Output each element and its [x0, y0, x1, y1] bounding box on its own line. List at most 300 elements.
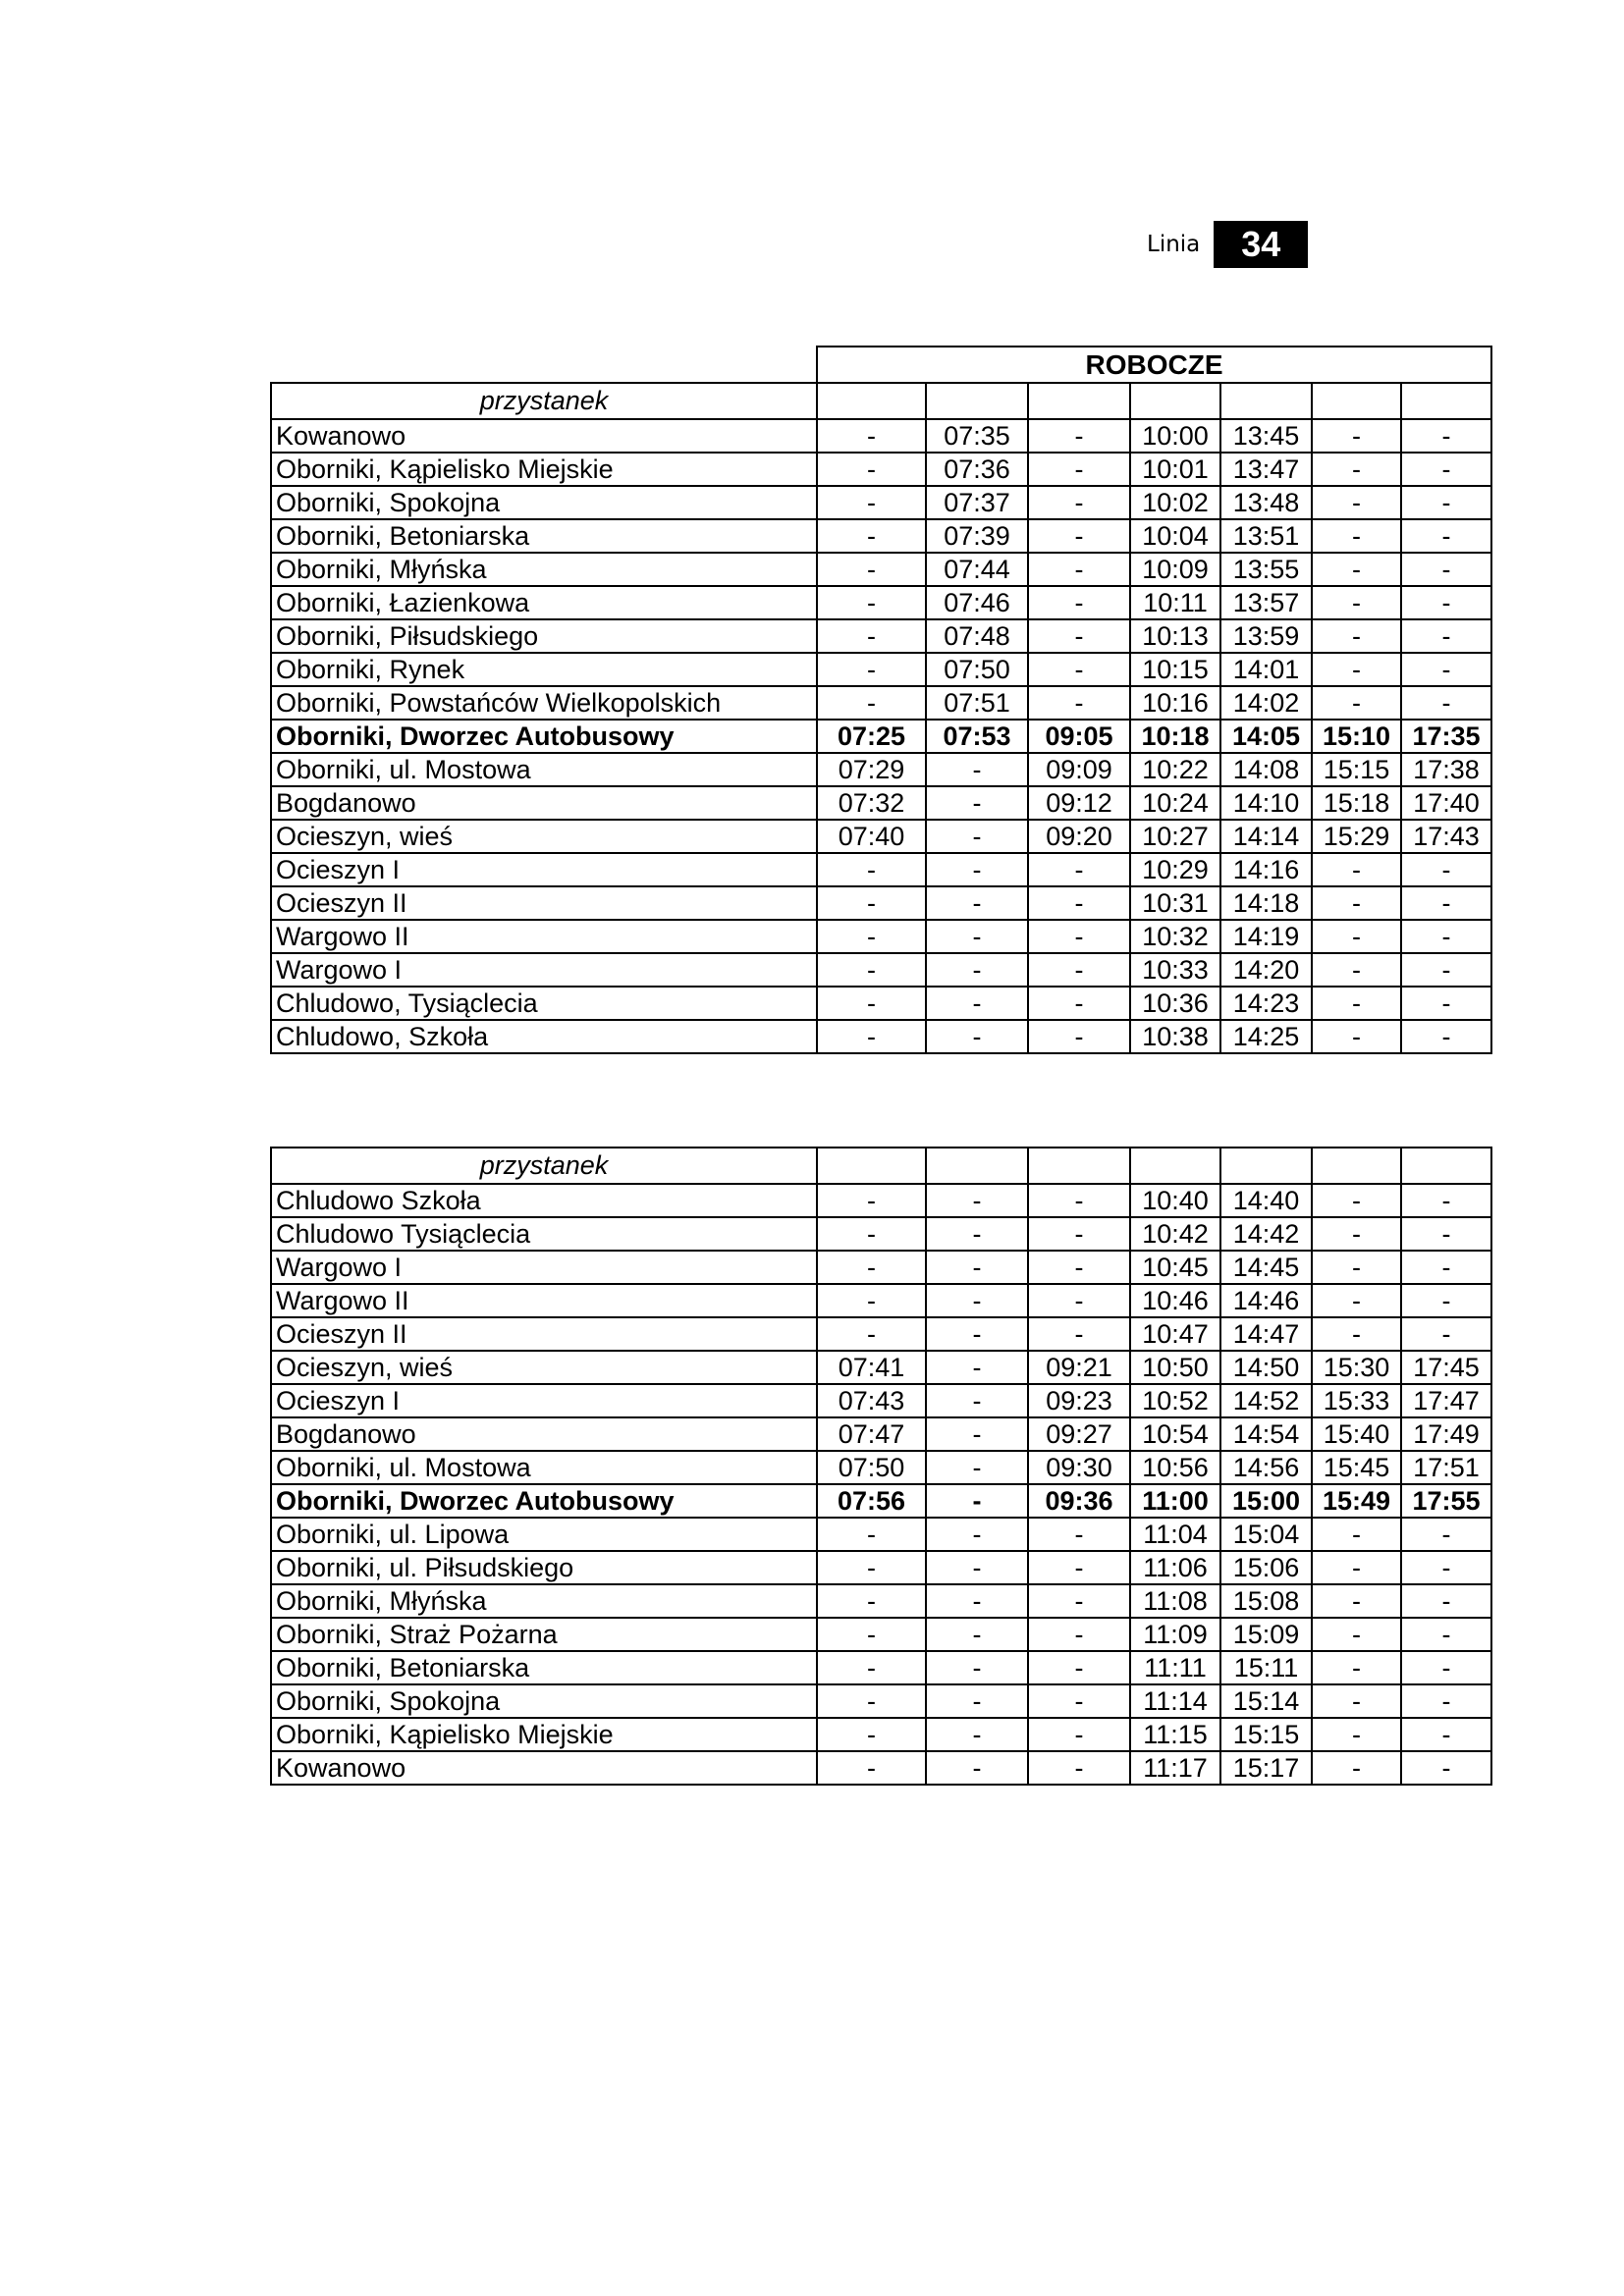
- departure-time: 07:48: [926, 619, 1028, 653]
- departure-time: -: [1028, 553, 1130, 586]
- table-row: [271, 653, 1491, 686]
- departure-time: -: [817, 1618, 926, 1651]
- departure-time: -: [1401, 1651, 1491, 1684]
- table-row: [271, 1251, 1491, 1284]
- departure-time: -: [1401, 987, 1491, 1020]
- table-row: [271, 1384, 1491, 1417]
- stop-name: Chludowo, Tysiąclecia: [271, 987, 817, 1020]
- departure-time: 07:56: [817, 1484, 926, 1518]
- stop-name: Oborniki, Betoniarska: [271, 1651, 817, 1684]
- stop-name: Ocieszyn, wieś: [271, 1351, 817, 1384]
- departure-time: 07:50: [817, 1451, 926, 1484]
- departure-time: -: [1401, 486, 1491, 519]
- departure-time: 15:18: [1312, 786, 1401, 820]
- departure-time: -: [1312, 1751, 1401, 1785]
- departure-time: -: [1401, 1684, 1491, 1718]
- departure-time: -: [1401, 953, 1491, 987]
- departure-time: -: [1028, 1518, 1130, 1551]
- table-row: [271, 786, 1491, 820]
- course-column-header: [1401, 1148, 1491, 1184]
- stop-name: Oborniki, Kąpielisko Miejskie: [271, 453, 817, 486]
- departure-time: 07:40: [817, 820, 926, 853]
- departure-time: 14:08: [1220, 753, 1312, 786]
- stop-name: Wargowo I: [271, 953, 817, 987]
- departure-time: -: [1401, 619, 1491, 653]
- departure-time: -: [1028, 1317, 1130, 1351]
- departure-time: -: [1401, 419, 1491, 453]
- departure-time: -: [1312, 553, 1401, 586]
- departure-time: -: [1028, 987, 1130, 1020]
- departure-time: -: [926, 1518, 1028, 1551]
- departure-time: 07:47: [817, 1417, 926, 1451]
- stop-name: Oborniki, Piłsudskiego: [271, 619, 817, 653]
- departure-time: -: [1028, 853, 1130, 886]
- departure-time: 10:31: [1130, 886, 1220, 920]
- departure-time: -: [1028, 1684, 1130, 1718]
- departure-time: 10:15: [1130, 653, 1220, 686]
- course-column-header: [817, 383, 926, 419]
- departure-time: -: [817, 1584, 926, 1618]
- stop-name: Oborniki, Spokojna: [271, 486, 817, 519]
- departure-time: -: [1312, 1651, 1401, 1684]
- departure-time: -: [817, 1518, 926, 1551]
- table-row: [271, 753, 1491, 786]
- departure-time: 07:51: [926, 686, 1028, 720]
- departure-time: 10:46: [1130, 1284, 1220, 1317]
- departure-time: 14:52: [1220, 1384, 1312, 1417]
- departure-time: 10:04: [1130, 519, 1220, 553]
- departure-time: 10:38: [1130, 1020, 1220, 1053]
- table-row: [271, 1451, 1491, 1484]
- course-column-header: [1312, 1148, 1401, 1184]
- departure-time: -: [1028, 1551, 1130, 1584]
- departure-time: -: [817, 1551, 926, 1584]
- departure-time: -: [817, 920, 926, 953]
- stop-name: Oborniki, Dworzec Autobusowy: [271, 720, 817, 753]
- table-row: [271, 920, 1491, 953]
- departure-time: -: [1312, 1184, 1401, 1217]
- departure-time: 17:43: [1401, 820, 1491, 853]
- table-row: [271, 853, 1491, 886]
- departure-time: 10:47: [1130, 1317, 1220, 1351]
- departure-time: -: [1312, 987, 1401, 1020]
- course-column-header: [1220, 383, 1312, 419]
- departure-time: 09:09: [1028, 753, 1130, 786]
- stop-name: Oborniki, ul. Mostowa: [271, 1451, 817, 1484]
- departure-time: -: [926, 987, 1028, 1020]
- departure-time: 10:16: [1130, 686, 1220, 720]
- departure-time: 15:04: [1220, 1518, 1312, 1551]
- table-row: [271, 619, 1491, 653]
- departure-time: -: [1312, 1618, 1401, 1651]
- departure-time: -: [1312, 1718, 1401, 1751]
- departure-time: -: [817, 886, 926, 920]
- departure-time: 09:05: [1028, 720, 1130, 753]
- departure-time: -: [926, 753, 1028, 786]
- table-row: [271, 820, 1491, 853]
- departure-time: -: [926, 1217, 1028, 1251]
- departure-time: -: [926, 853, 1028, 886]
- departure-time: -: [817, 1251, 926, 1284]
- stop-name: Wargowo II: [271, 1284, 817, 1317]
- departure-time: 15:09: [1220, 1618, 1312, 1651]
- timetable-return: [270, 1147, 1492, 1786]
- stop-name: Chludowo, Szkoła: [271, 1020, 817, 1053]
- departure-time: 17:47: [1401, 1384, 1491, 1417]
- departure-time: -: [1028, 1020, 1130, 1053]
- departure-time: -: [1312, 920, 1401, 953]
- departure-time: -: [1028, 1751, 1130, 1785]
- departure-time: 11:08: [1130, 1584, 1220, 1618]
- departure-time: -: [1028, 419, 1130, 453]
- departure-time: -: [1312, 619, 1401, 653]
- departure-time: 10:40: [1130, 1184, 1220, 1217]
- table-row: [271, 1551, 1491, 1584]
- departure-time: 14:10: [1220, 786, 1312, 820]
- column-header-row: [271, 383, 1491, 419]
- departure-time: -: [926, 1718, 1028, 1751]
- departure-time: -: [926, 1618, 1028, 1651]
- stop-name: Chludowo Tysiąclecia: [271, 1217, 817, 1251]
- stop-name: Oborniki, Powstańców Wielkopolskich: [271, 686, 817, 720]
- table-row: [271, 1518, 1491, 1551]
- stop-name: Ocieszyn, wieś: [271, 820, 817, 853]
- table-row: [271, 686, 1491, 720]
- departure-time: 15:29: [1312, 820, 1401, 853]
- table-row: [271, 419, 1491, 453]
- departure-time: -: [926, 1417, 1028, 1451]
- table-row: [271, 519, 1491, 553]
- departure-time: -: [1312, 1584, 1401, 1618]
- departure-time: 14:01: [1220, 653, 1312, 686]
- departure-time: -: [817, 853, 926, 886]
- timetable-return-rows: [271, 1184, 1491, 1785]
- departure-time: -: [1401, 553, 1491, 586]
- departure-time: 14:19: [1220, 920, 1312, 953]
- departure-time: -: [926, 1551, 1028, 1584]
- line-number-badge: 34: [1214, 221, 1308, 268]
- table-row: [271, 1651, 1491, 1684]
- departure-time: -: [1028, 920, 1130, 953]
- departure-time: -: [1312, 853, 1401, 886]
- departure-time: 07:50: [926, 653, 1028, 686]
- table-row: [271, 1751, 1491, 1785]
- stop-name: Oborniki, ul. Piłsudskiego: [271, 1551, 817, 1584]
- departure-time: 17:40: [1401, 786, 1491, 820]
- stop-column-header: przystanek: [271, 383, 817, 419]
- departure-time: 17:51: [1401, 1451, 1491, 1484]
- departure-time: 07:37: [926, 486, 1028, 519]
- departure-time: 10:01: [1130, 453, 1220, 486]
- departure-time: 14:40: [1220, 1184, 1312, 1217]
- departure-time: -: [1312, 686, 1401, 720]
- departure-time: -: [926, 953, 1028, 987]
- departure-time: -: [1028, 453, 1130, 486]
- departure-time: -: [1028, 886, 1130, 920]
- stop-name: Chludowo Szkoła: [271, 1184, 817, 1217]
- departure-time: -: [1401, 1718, 1491, 1751]
- departure-time: 15:40: [1312, 1417, 1401, 1451]
- departure-time: 10:50: [1130, 1351, 1220, 1384]
- departure-time: 10:32: [1130, 920, 1220, 953]
- table-row: [271, 953, 1491, 987]
- table-row: [271, 453, 1491, 486]
- stop-name: Oborniki, Straż Pożarna: [271, 1618, 817, 1651]
- departure-time: -: [1401, 1251, 1491, 1284]
- departure-time: 13:59: [1220, 619, 1312, 653]
- departure-time: 17:38: [1401, 753, 1491, 786]
- departure-time: -: [817, 1020, 926, 1053]
- departure-time: -: [1401, 653, 1491, 686]
- departure-time: -: [817, 1651, 926, 1684]
- departure-time: 10:24: [1130, 786, 1220, 820]
- table-row: [271, 1417, 1491, 1451]
- departure-time: -: [817, 686, 926, 720]
- departure-time: 10:02: [1130, 486, 1220, 519]
- table-row: [271, 486, 1491, 519]
- departure-time: -: [926, 1684, 1028, 1718]
- course-column-header: [1028, 383, 1130, 419]
- departure-time: -: [1312, 886, 1401, 920]
- stop-name: Ocieszyn I: [271, 1384, 817, 1417]
- departure-time: -: [1312, 486, 1401, 519]
- departure-time: -: [1028, 1217, 1130, 1251]
- table-row: [271, 1484, 1491, 1518]
- departure-time: -: [1312, 1284, 1401, 1317]
- departure-time: 07:36: [926, 453, 1028, 486]
- course-column-header: [926, 383, 1028, 419]
- departure-time: 11:14: [1130, 1684, 1220, 1718]
- departure-time: -: [1028, 1284, 1130, 1317]
- course-column-header: [817, 1148, 926, 1184]
- departure-time: -: [1312, 1020, 1401, 1053]
- departure-time: 10:27: [1130, 820, 1220, 853]
- departure-time: 14:23: [1220, 987, 1312, 1020]
- departure-time: -: [1401, 1618, 1491, 1651]
- departure-time: 15:33: [1312, 1384, 1401, 1417]
- departure-time: 15:30: [1312, 1351, 1401, 1384]
- departure-time: 17:49: [1401, 1417, 1491, 1451]
- departure-time: 17:55: [1401, 1484, 1491, 1518]
- stop-column-header: przystanek: [271, 1148, 817, 1184]
- stop-name: Ocieszyn I: [271, 853, 817, 886]
- departure-time: 07:43: [817, 1384, 926, 1417]
- course-column-header: [1220, 1148, 1312, 1184]
- departure-time: -: [926, 1317, 1028, 1351]
- departure-time: -: [817, 519, 926, 553]
- departure-time: 10:11: [1130, 586, 1220, 619]
- stop-name: Bogdanowo: [271, 786, 817, 820]
- departure-time: -: [926, 1020, 1028, 1053]
- departure-time: -: [1028, 953, 1130, 987]
- departure-time: -: [817, 1684, 926, 1718]
- departure-time: 07:25: [817, 720, 926, 753]
- departure-time: -: [1312, 519, 1401, 553]
- departure-time: -: [926, 1451, 1028, 1484]
- departure-time: 15:00: [1220, 1484, 1312, 1518]
- departure-time: 10:00: [1130, 419, 1220, 453]
- table-row: [271, 1684, 1491, 1718]
- departure-time: -: [1401, 1217, 1491, 1251]
- departure-time: 10:18: [1130, 720, 1220, 753]
- stop-name: Oborniki, ul. Mostowa: [271, 753, 817, 786]
- stop-name: Kowanowo: [271, 1751, 817, 1785]
- table-row: [271, 586, 1491, 619]
- departure-time: -: [1028, 486, 1130, 519]
- departure-time: 15:45: [1312, 1451, 1401, 1484]
- departure-time: 15:08: [1220, 1584, 1312, 1618]
- departure-time: 14:54: [1220, 1417, 1312, 1451]
- table-row: [271, 1184, 1491, 1217]
- departure-time: 09:23: [1028, 1384, 1130, 1417]
- table-row: [271, 1351, 1491, 1384]
- stop-name: Ocieszyn II: [271, 886, 817, 920]
- departure-time: 10:56: [1130, 1451, 1220, 1484]
- departure-time: 09:30: [1028, 1451, 1130, 1484]
- departure-time: -: [1401, 853, 1491, 886]
- departure-time: -: [1312, 419, 1401, 453]
- departure-time: 14:20: [1220, 953, 1312, 987]
- table-row: [271, 1217, 1491, 1251]
- departure-time: -: [817, 1317, 926, 1351]
- table-row: [271, 886, 1491, 920]
- departure-time: 11:09: [1130, 1618, 1220, 1651]
- departure-time: 07:46: [926, 586, 1028, 619]
- departure-time: 09:20: [1028, 820, 1130, 853]
- departure-time: 11:04: [1130, 1518, 1220, 1551]
- column-header-row: [271, 1148, 1491, 1184]
- departure-time: -: [1028, 1251, 1130, 1284]
- stop-name: Ocieszyn II: [271, 1317, 817, 1351]
- departure-time: 10:52: [1130, 1384, 1220, 1417]
- departure-time: 09:36: [1028, 1484, 1130, 1518]
- departure-time: -: [1312, 953, 1401, 987]
- departure-time: 14:05: [1220, 720, 1312, 753]
- departure-time: -: [926, 1351, 1028, 1384]
- table-row: [271, 987, 1491, 1020]
- day-type-row: [271, 347, 1491, 383]
- departure-time: 15:15: [1312, 753, 1401, 786]
- departure-time: 11:15: [1130, 1718, 1220, 1751]
- timetable-outbound: [270, 346, 1492, 1054]
- stop-name: Oborniki, ul. Lipowa: [271, 1518, 817, 1551]
- departure-time: 10:45: [1130, 1251, 1220, 1284]
- departure-time: 10:13: [1130, 619, 1220, 653]
- departure-time: -: [1401, 453, 1491, 486]
- stop-name: Oborniki, Młyńska: [271, 1584, 817, 1618]
- departure-time: -: [926, 1651, 1028, 1684]
- departure-time: 15:15: [1220, 1718, 1312, 1751]
- departure-time: -: [1028, 586, 1130, 619]
- departure-time: 14:42: [1220, 1217, 1312, 1251]
- departure-time: -: [926, 886, 1028, 920]
- departure-time: -: [1028, 1651, 1130, 1684]
- departure-time: -: [1401, 1184, 1491, 1217]
- departure-time: 15:14: [1220, 1684, 1312, 1718]
- departure-time: 11:17: [1130, 1751, 1220, 1785]
- day-type-header: ROBOCZE: [817, 347, 1491, 383]
- course-column-header: [1130, 1148, 1220, 1184]
- departure-time: -: [926, 786, 1028, 820]
- table-row: [271, 553, 1491, 586]
- departure-time: -: [926, 1484, 1028, 1518]
- departure-time: 14:14: [1220, 820, 1312, 853]
- departure-time: 07:29: [817, 753, 926, 786]
- departure-time: -: [1401, 686, 1491, 720]
- departure-time: -: [817, 419, 926, 453]
- departure-time: 14:16: [1220, 853, 1312, 886]
- departure-time: 09:12: [1028, 786, 1130, 820]
- stop-name: Oborniki, Rynek: [271, 653, 817, 686]
- stop-name: Oborniki, Łazienkowa: [271, 586, 817, 619]
- departure-time: -: [817, 1751, 926, 1785]
- table-row: [271, 1020, 1491, 1053]
- departure-time: 10:09: [1130, 553, 1220, 586]
- departure-time: 15:11: [1220, 1651, 1312, 1684]
- departure-time: -: [1401, 1751, 1491, 1785]
- departure-time: 13:47: [1220, 453, 1312, 486]
- table-row: [271, 720, 1491, 753]
- departure-time: -: [1028, 1718, 1130, 1751]
- line-header: [1147, 221, 1308, 268]
- departure-time: 17:35: [1401, 720, 1491, 753]
- departure-time: -: [1312, 1551, 1401, 1584]
- departure-time: -: [817, 653, 926, 686]
- departure-time: -: [926, 820, 1028, 853]
- departure-time: 15:10: [1312, 720, 1401, 753]
- departure-time: -: [1401, 1284, 1491, 1317]
- course-column-header: [926, 1148, 1028, 1184]
- departure-time: 13:57: [1220, 586, 1312, 619]
- departure-time: -: [1028, 519, 1130, 553]
- departure-time: 10:36: [1130, 987, 1220, 1020]
- departure-time: 14:56: [1220, 1451, 1312, 1484]
- departure-time: -: [1312, 653, 1401, 686]
- table-row: [271, 1618, 1491, 1651]
- departure-time: -: [1312, 1251, 1401, 1284]
- empty-corner: [271, 347, 817, 383]
- departure-time: -: [1312, 586, 1401, 619]
- departure-time: -: [817, 619, 926, 653]
- stop-name: Oborniki, Kąpielisko Miejskie: [271, 1718, 817, 1751]
- departure-time: -: [1028, 1618, 1130, 1651]
- departure-time: -: [1401, 920, 1491, 953]
- table-row: [271, 1718, 1491, 1751]
- departure-time: 14:45: [1220, 1251, 1312, 1284]
- departure-time: -: [817, 1184, 926, 1217]
- departure-time: -: [1028, 686, 1130, 720]
- table-row: [271, 1584, 1491, 1618]
- departure-time: -: [1401, 1584, 1491, 1618]
- departure-time: -: [1312, 453, 1401, 486]
- departure-time: 10:29: [1130, 853, 1220, 886]
- departure-time: 07:39: [926, 519, 1028, 553]
- departure-time: -: [926, 1584, 1028, 1618]
- table-row: [271, 1284, 1491, 1317]
- stop-name: Oborniki, Dworzec Autobusowy: [271, 1484, 817, 1518]
- departure-time: -: [926, 1284, 1028, 1317]
- departure-time: -: [926, 1251, 1028, 1284]
- departure-time: -: [1401, 519, 1491, 553]
- departure-time: 09:27: [1028, 1417, 1130, 1451]
- departure-time: -: [817, 453, 926, 486]
- departure-time: 07:32: [817, 786, 926, 820]
- departure-time: 11:06: [1130, 1551, 1220, 1584]
- course-column-header: [1130, 383, 1220, 419]
- departure-time: 17:45: [1401, 1351, 1491, 1384]
- departure-time: -: [1401, 1317, 1491, 1351]
- departure-time: -: [1401, 1518, 1491, 1551]
